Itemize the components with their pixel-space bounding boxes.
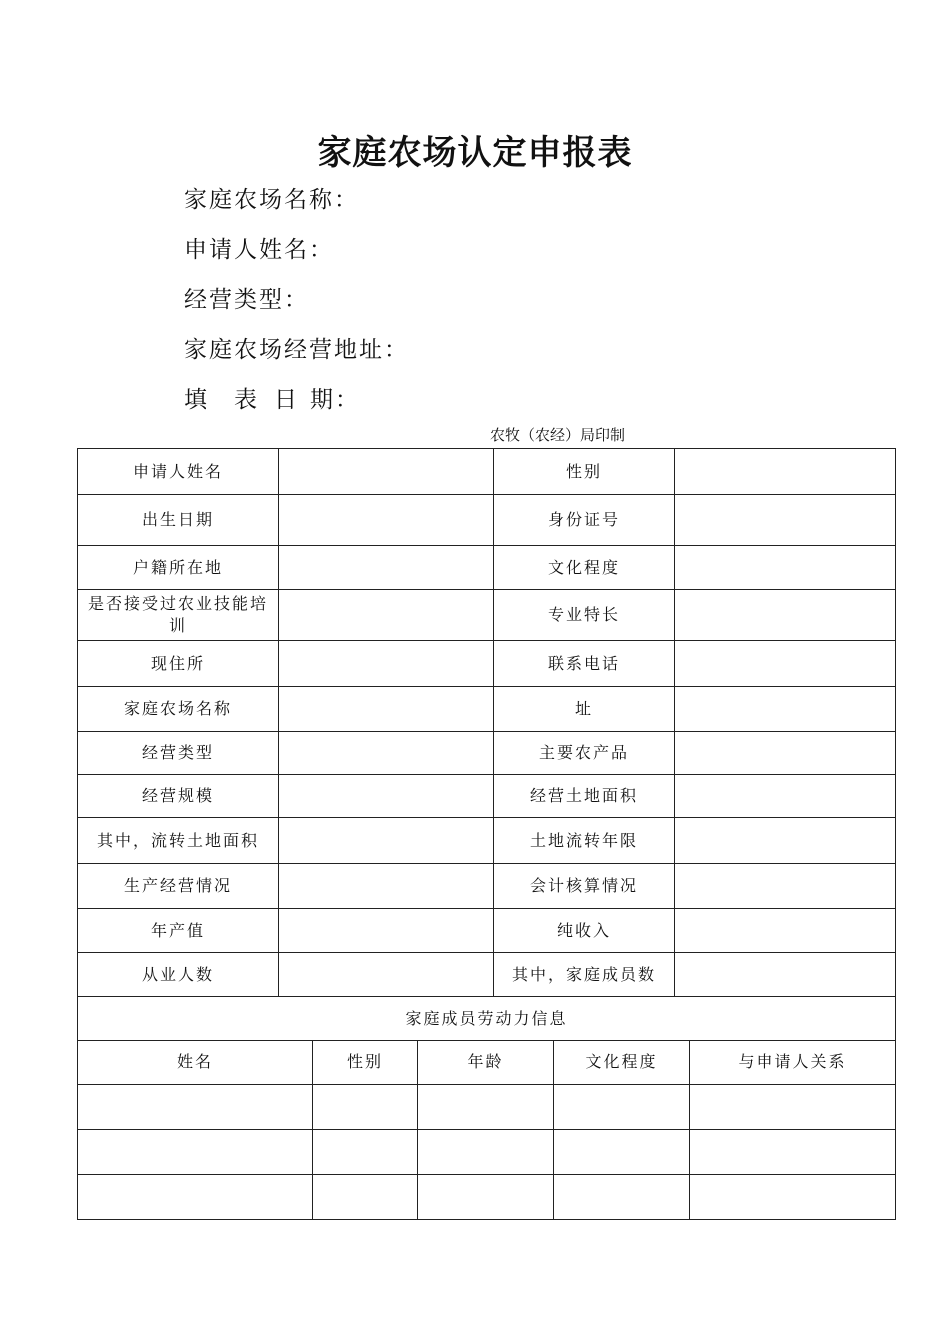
value-cell[interactable] xyxy=(675,909,896,953)
date-char-3: 日 xyxy=(274,387,299,413)
date-char-4: 期： xyxy=(310,387,360,413)
label-cell: 申请人姓名 xyxy=(78,449,279,495)
date-char-2: 表 xyxy=(234,387,259,413)
family-members-table xyxy=(77,1040,896,1220)
label-cell: 年产值 xyxy=(78,909,279,953)
label-cell: 是否接受过农业技能培训 xyxy=(78,590,279,641)
value-cell[interactable] xyxy=(675,953,896,997)
value-cell[interactable] xyxy=(279,953,494,997)
members-section-title: 家庭成员劳动力信息 xyxy=(78,997,896,1041)
value-cell[interactable] xyxy=(675,732,896,775)
value-cell[interactable] xyxy=(279,909,494,953)
label-cell: 联系电话 xyxy=(494,641,675,687)
member-gender-cell[interactable] xyxy=(313,1129,418,1174)
value-cell[interactable] xyxy=(279,590,494,641)
table-row xyxy=(78,590,896,641)
form-title: 家庭农场认定申报表 xyxy=(317,133,633,173)
value-cell[interactable] xyxy=(279,775,494,818)
column-header: 性别 xyxy=(313,1040,418,1084)
value-cell[interactable] xyxy=(279,546,494,590)
applicant-info-table xyxy=(77,448,896,1041)
label-cell: 其中，家庭成员数 xyxy=(494,953,675,997)
table-row xyxy=(78,953,896,997)
applicant-name-label: 申请人姓名： xyxy=(184,237,334,263)
value-cell[interactable] xyxy=(675,590,896,641)
member-name-cell[interactable] xyxy=(78,1174,313,1219)
member-name-cell[interactable] xyxy=(78,1084,313,1129)
table-row xyxy=(78,687,896,732)
table-row xyxy=(78,818,896,864)
label-cell: 址 xyxy=(494,687,675,732)
column-header: 年龄 xyxy=(418,1040,554,1084)
label-cell: 经营类型 xyxy=(78,732,279,775)
label-cell: 主要农产品 xyxy=(494,732,675,775)
business-type-label: 经营类型： xyxy=(184,287,309,313)
table-row xyxy=(78,864,896,909)
label-cell: 会计核算情况 xyxy=(494,864,675,909)
value-cell[interactable] xyxy=(675,864,896,909)
value-cell[interactable] xyxy=(279,449,494,495)
member-education-cell[interactable] xyxy=(554,1129,690,1174)
value-cell[interactable] xyxy=(675,546,896,590)
table-row xyxy=(78,1084,896,1129)
table-header-row xyxy=(78,1040,896,1084)
label-cell: 从业人数 xyxy=(78,953,279,997)
member-age-cell[interactable] xyxy=(418,1129,554,1174)
value-cell[interactable] xyxy=(675,687,896,732)
farm-name-label: 家庭农场名称： xyxy=(184,187,359,213)
member-age-cell[interactable] xyxy=(418,1174,554,1219)
value-cell[interactable] xyxy=(279,864,494,909)
member-gender-cell[interactable] xyxy=(313,1174,418,1219)
table-row xyxy=(78,495,896,546)
value-cell[interactable] xyxy=(675,818,896,864)
label-cell: 纯收入 xyxy=(494,909,675,953)
table-row xyxy=(78,546,896,590)
label-cell: 其中，流转土地面积 xyxy=(78,818,279,864)
value-cell[interactable] xyxy=(279,818,494,864)
value-cell[interactable] xyxy=(279,687,494,732)
member-name-cell[interactable] xyxy=(78,1129,313,1174)
value-cell[interactable] xyxy=(675,449,896,495)
label-cell: 性别 xyxy=(494,449,675,495)
label-cell: 专业特长 xyxy=(494,590,675,641)
fill-date-label xyxy=(184,380,409,430)
value-cell[interactable] xyxy=(279,732,494,775)
table-row xyxy=(78,449,896,495)
member-gender-cell[interactable] xyxy=(313,1084,418,1129)
label-cell: 经营规模 xyxy=(78,775,279,818)
value-cell[interactable] xyxy=(279,495,494,546)
label-cell: 出生日期 xyxy=(78,495,279,546)
date-char-1: 填 xyxy=(184,387,209,413)
label-cell: 现住所 xyxy=(78,641,279,687)
member-age-cell[interactable] xyxy=(418,1084,554,1129)
column-header: 姓名 xyxy=(78,1040,313,1084)
value-cell[interactable] xyxy=(279,641,494,687)
column-header: 文化程度 xyxy=(554,1040,690,1084)
value-cell[interactable] xyxy=(675,641,896,687)
value-cell[interactable] xyxy=(675,775,896,818)
member-relation-cell[interactable] xyxy=(690,1174,896,1219)
table-row xyxy=(78,732,896,775)
label-cell: 户籍所在地 xyxy=(78,546,279,590)
label-cell: 经营土地面积 xyxy=(494,775,675,818)
issuer-note: 农牧（农经）局印制 xyxy=(490,426,626,444)
cover-fields xyxy=(184,180,409,430)
label-cell: 家庭农场名称 xyxy=(78,687,279,732)
table-row xyxy=(78,775,896,818)
value-cell[interactable] xyxy=(675,495,896,546)
section-header-row xyxy=(78,997,896,1041)
table-row xyxy=(78,1174,896,1219)
table-row xyxy=(78,1129,896,1174)
column-header: 与申请人关系 xyxy=(690,1040,896,1084)
member-relation-cell[interactable] xyxy=(690,1084,896,1129)
label-cell: 生产经营情况 xyxy=(78,864,279,909)
member-education-cell[interactable] xyxy=(554,1084,690,1129)
label-cell: 土地流转年限 xyxy=(494,818,675,864)
table-row xyxy=(78,641,896,687)
member-relation-cell[interactable] xyxy=(690,1129,896,1174)
address-label: 家庭农场经营地址： xyxy=(184,337,409,363)
label-cell: 身份证号 xyxy=(494,495,675,546)
member-education-cell[interactable] xyxy=(554,1174,690,1219)
label-cell: 文化程度 xyxy=(494,546,675,590)
table-row xyxy=(78,909,896,953)
